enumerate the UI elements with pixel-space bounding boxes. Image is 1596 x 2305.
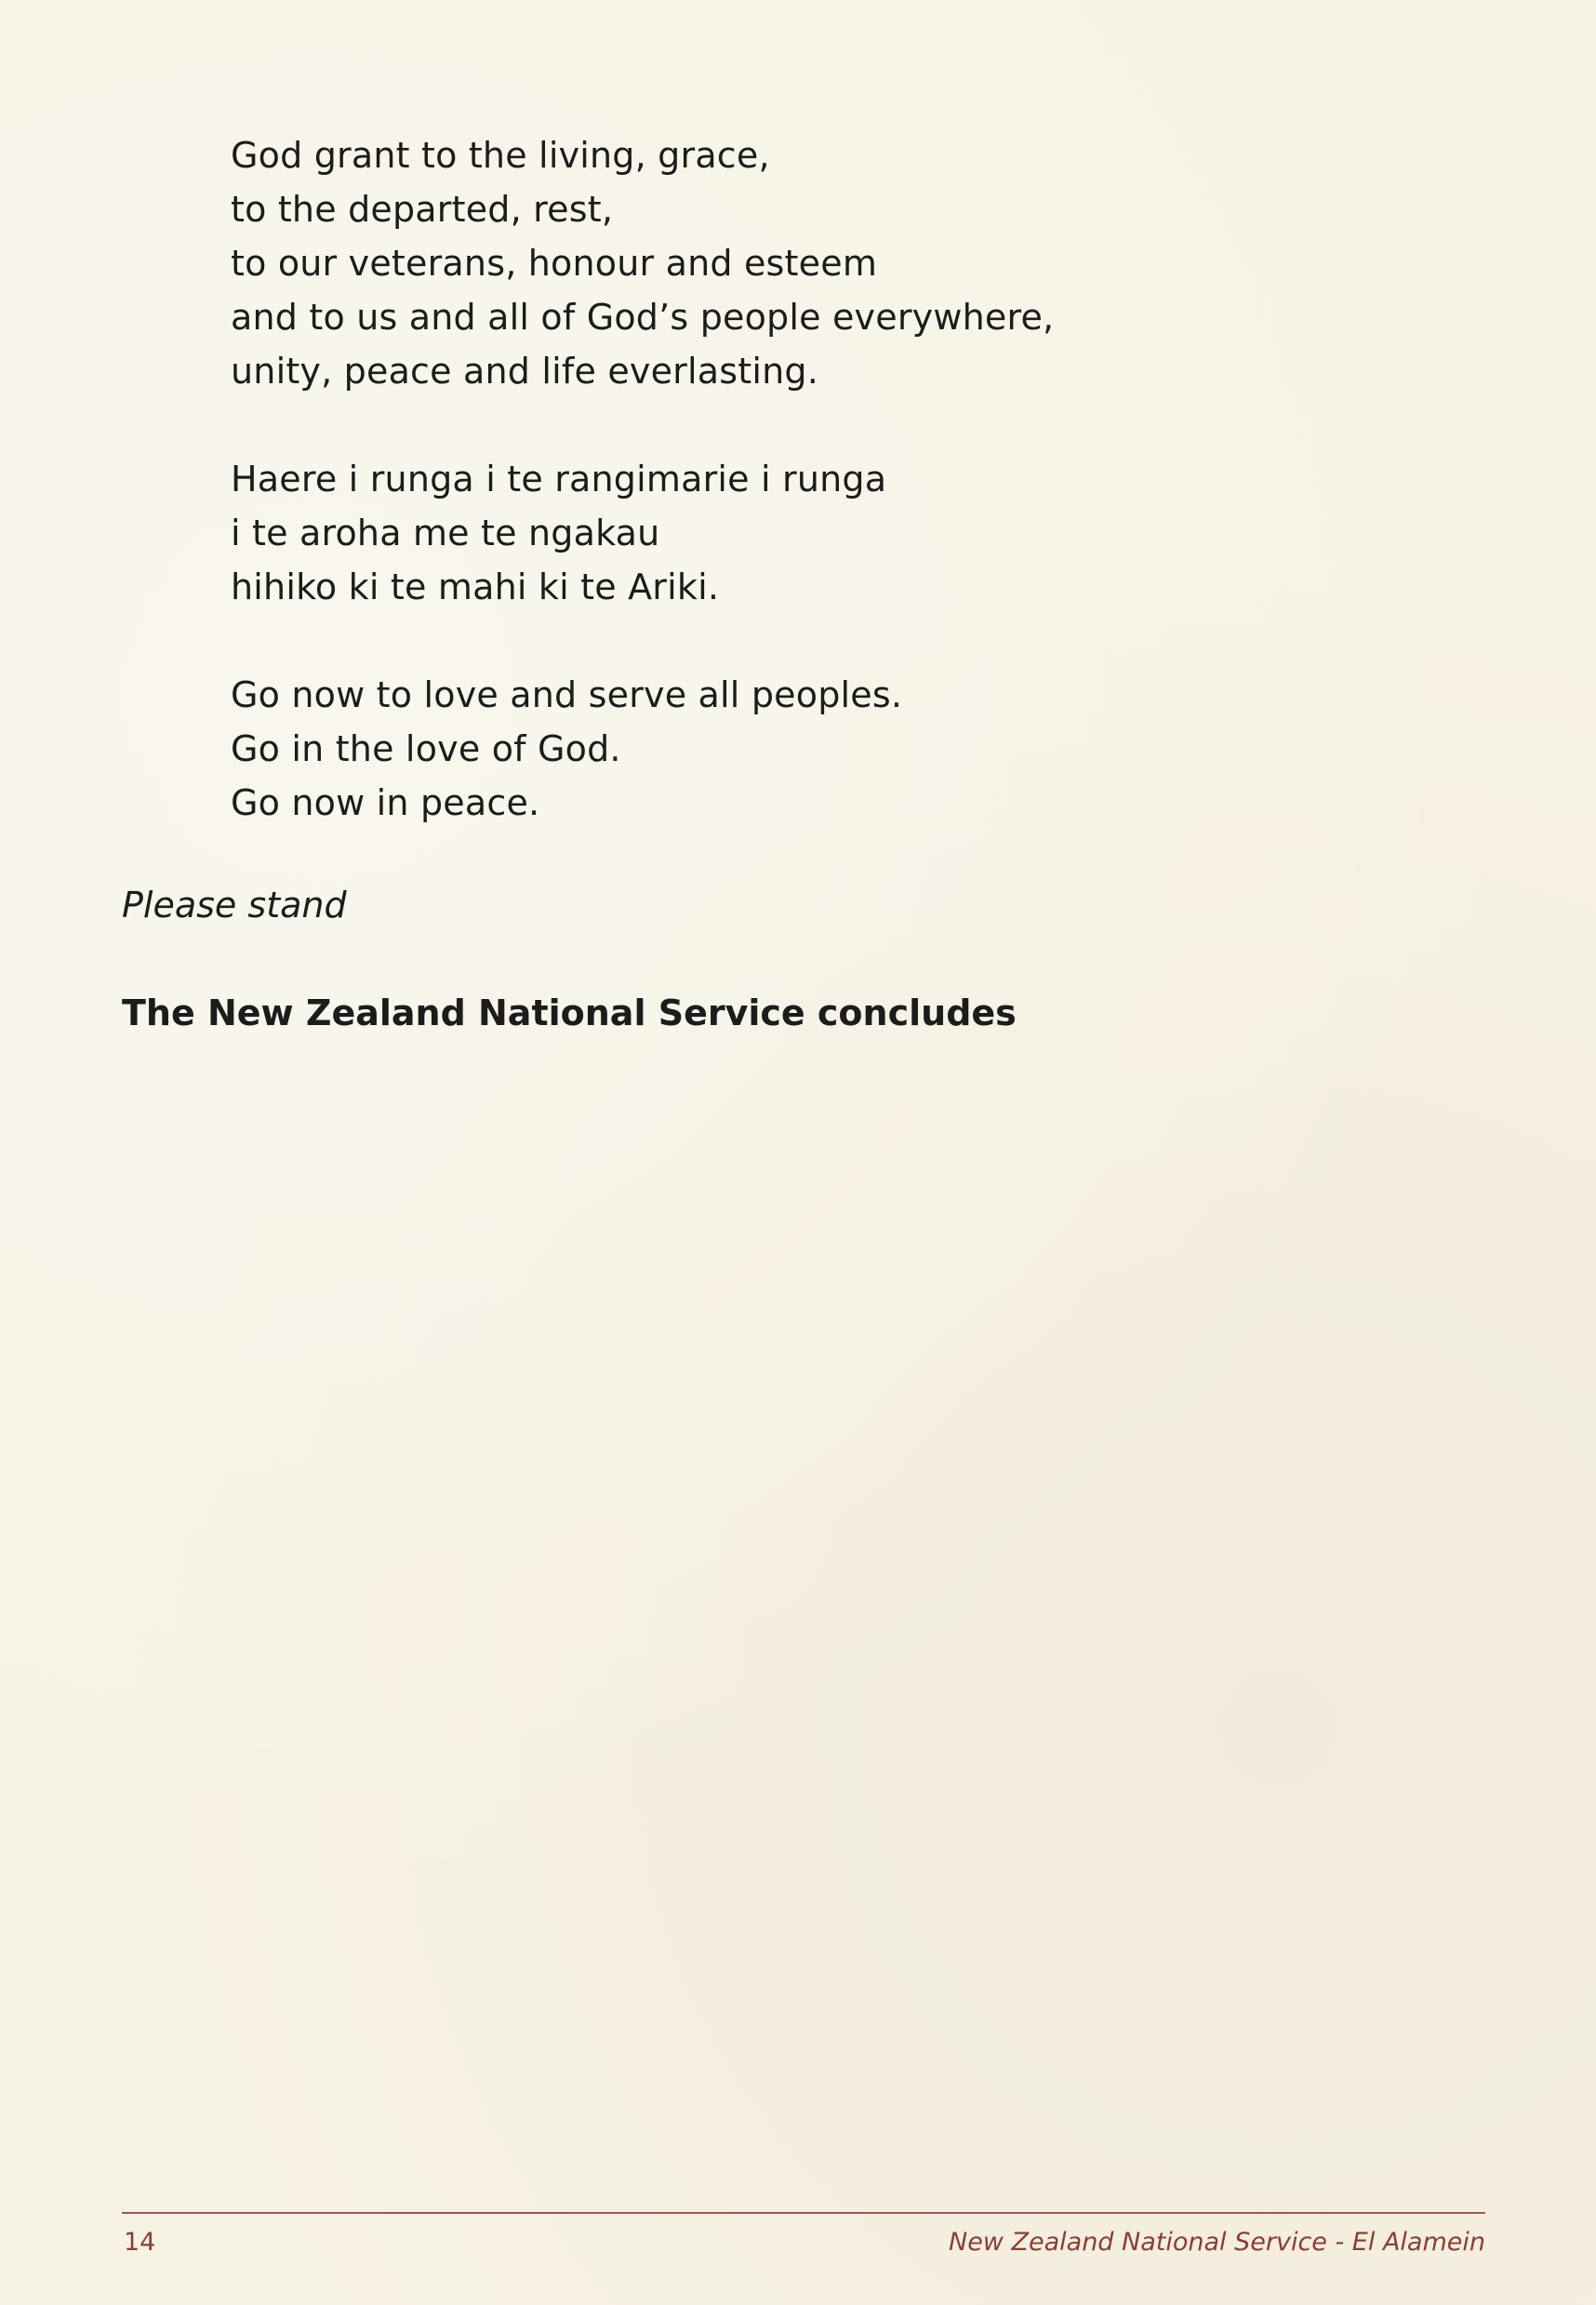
blessing-verse-english xyxy=(231,128,1054,398)
verse-line: God grant to the living, grace, xyxy=(231,135,770,176)
verse-line: unity, peace and life everlasting. xyxy=(231,351,818,392)
stage-instruction: Please stand xyxy=(122,885,347,926)
verse-line: Haere i runga i te rangimarie i runga xyxy=(231,459,887,500)
running-footer-title: New Zealand National Service - El Alamein xyxy=(949,2228,1485,2257)
verse-line: Go now to love and serve all peoples. xyxy=(231,674,903,715)
verse-line: to our veterans, honour and esteem xyxy=(231,243,878,284)
dismissal-verse xyxy=(231,668,902,830)
verse-line: i te aroha me te ngakau xyxy=(231,513,660,553)
verse-line: Go in the love of God. xyxy=(231,728,621,769)
verse-line: Go now in peace. xyxy=(231,782,540,823)
footer-divider xyxy=(122,2212,1485,2214)
verse-line: and to us and all of God’s people everywhere, xyxy=(231,297,1055,338)
page-number: 14 xyxy=(124,2228,156,2257)
verse-line: hihiko ki te mahi ki te Ariki. xyxy=(231,566,720,607)
blessing-verse-maori xyxy=(231,452,886,614)
service-conclusion-heading: The New Zealand National Service concludes xyxy=(122,993,1017,1033)
verse-line: to the departed, rest, xyxy=(231,189,614,230)
